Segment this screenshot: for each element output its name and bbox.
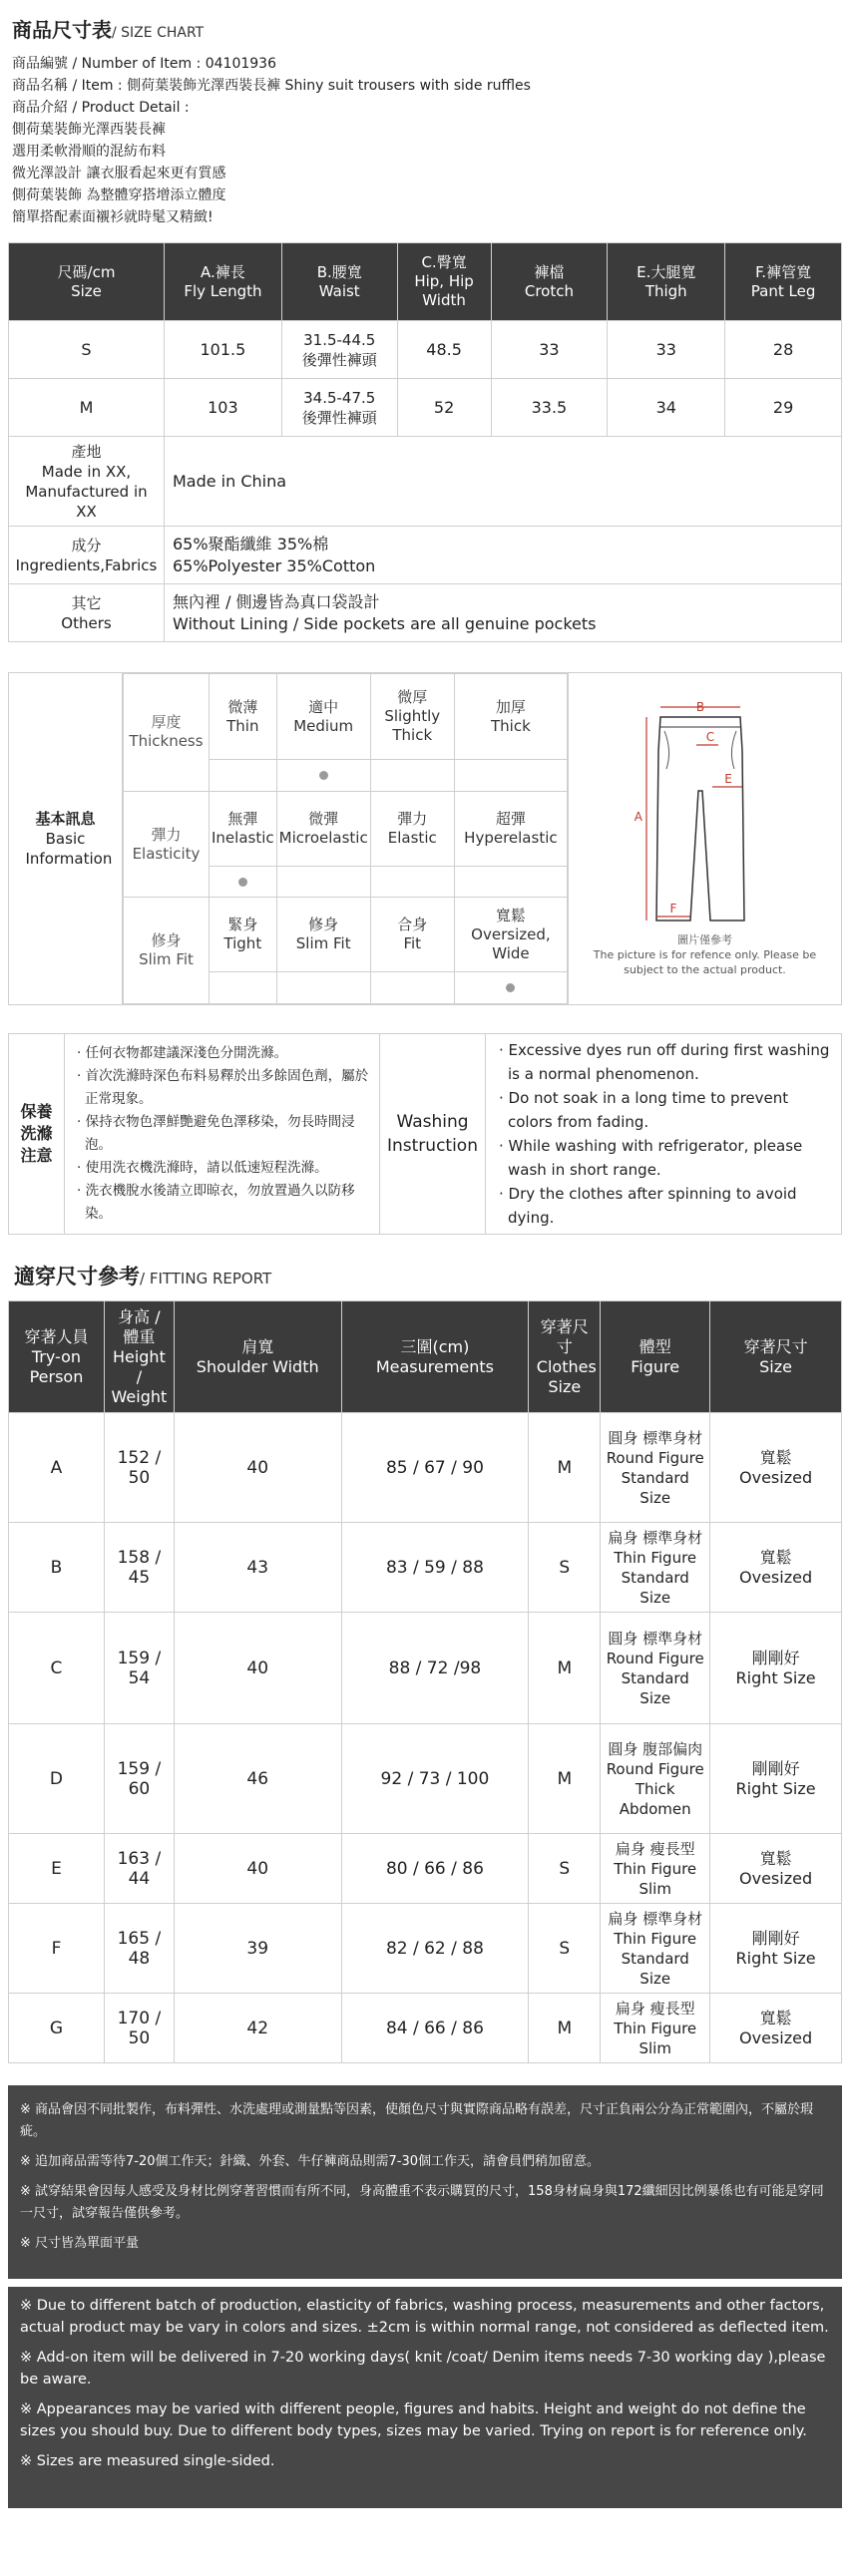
fitting-row-a: A 152 / 50 40 85 / 67 / 90 M 圓身 標準身材 Round Figure Standard Size 寬鬆 Ovesized <box>9 1413 842 1523</box>
header-crotch: 褲檔 Crotch <box>491 243 608 321</box>
product-detail-label: 商品介紹 / Product Detail : <box>12 100 190 116</box>
thigh-cell: 34 <box>608 379 725 437</box>
note-item: ※ Sizes are measured single-sided. <box>20 2453 275 2469</box>
fitting-header <box>9 1301 842 1413</box>
label-e: E <box>723 772 732 786</box>
elasticity-label: 彈力 Elasticity <box>124 791 210 898</box>
thickness-option: 適中 Medium <box>276 674 370 760</box>
trouser-outline <box>656 717 744 920</box>
size-row-m <box>9 379 842 437</box>
item-number: 商品編號 / Number of Item : 04101936 <box>12 56 276 72</box>
size-cell: M <box>9 379 165 437</box>
fitting-row-g: G 170 / 50 42 84 / 66 / 86 M 扁身 瘦長型 Thin Figure Slim 寬鬆 Ovesized <box>9 1994 842 2063</box>
washing-item-cn: · 洗衣機脫水後請立即晾衣，勿放置過久以防移染。 <box>77 1183 355 1222</box>
elasticity-options <box>124 791 568 866</box>
basic-info-label: 基本訊息 Basic Information <box>9 673 123 1004</box>
thigh-cell: 33 <box>608 321 725 379</box>
washing-item-cn: · 保持衣物色澤鮮艷避免色澤移染，勿長時間浸泡。 <box>77 1114 355 1153</box>
product-detail-line: 選用柔軟滑順的混紡布料 <box>12 144 166 160</box>
product-detail-line: 側荷葉裝飾 為整體穿搭增添立體度 <box>12 187 226 203</box>
crotch-cell: 33.5 <box>491 379 608 437</box>
label-f: F <box>669 902 676 916</box>
header-waist: B.腰寬 Waist <box>281 243 397 321</box>
size-chart-title-en: / SIZE CHART <box>112 25 205 41</box>
slim-fit-options <box>124 898 568 972</box>
thickness-options <box>124 674 568 760</box>
fitting-row-c: C 159 / 54 40 88 / 72 /98 M 圓身 標準身材 Round Figure Standard Size 剛剛好 Right Size <box>9 1613 842 1724</box>
ingredients-label: 成分 Ingredients,Fabrics <box>9 527 165 584</box>
origin-row <box>9 437 842 527</box>
washing-item-cn: · 首次洗滌時深色布料易釋於出多餘固色劑，屬於正常現象。 <box>77 1068 369 1107</box>
label-b: B <box>695 700 704 714</box>
product-info <box>0 49 851 228</box>
washing-item-cn: · 任何衣物都建議深淺色分開洗滌。 <box>77 1045 288 1061</box>
others-label: 其它 Others <box>9 584 165 642</box>
thickness-option: 加厚 Thick <box>454 674 567 760</box>
elasticity-option: 超彈 Hyperelastic <box>454 791 567 866</box>
note-item: ※ Add-on item will be delivered in 7-20 working days( knit /coat/ Denim items needs 7-30 working day ),please be aware. <box>20 2350 826 2388</box>
size-table <box>8 242 842 642</box>
waist-cell: 34.5-47.5 後彈性褲頭 <box>281 379 397 437</box>
slim-fit-label: 修身 Slim Fit <box>124 898 210 1004</box>
header-fly-length: A.褲長 Fly Length <box>164 243 281 321</box>
note-item: ※ 追加商品需等待7-20個工作天；針織、外套、牛仔褲商品則需7-30個工作天，請會員們稍加留意。 <box>20 2154 601 2169</box>
washing-title-en: Washing Instruction <box>380 1034 486 1235</box>
fitting-row-f: F 165 / 48 39 82 / 62 / 88 S 扁身 標準身材 Thin Figure Standard Size 剛剛好 Right Size <box>9 1904 842 1994</box>
size-chart-title <box>0 0 851 49</box>
trouser-diagram-icon <box>621 691 790 930</box>
washing-item-en: · Dry the clothes after spinning to avoid dying. <box>499 1185 797 1227</box>
item-name: 商品名稱 / Item : 側荷葉裝飾光澤西裝長褲 Shiny suit trousers with side ruffles <box>12 78 531 94</box>
selected-dot <box>238 878 247 887</box>
note-item: ※ Appearances may be varied with different people, figures and habits. Height and weight do not define the sizes you should buy. Due to different body types, sizes may be varied. Trying on report is for reference only. <box>20 2401 807 2439</box>
elasticity-option: 微彈 Microelastic <box>276 791 370 866</box>
notes-cn <box>8 2085 842 2279</box>
slim-fit-option: 寬鬆 Oversized, Wide <box>454 898 567 972</box>
fly-length-cell: 101.5 <box>164 321 281 379</box>
header-try-on-person: 穿著人員 Try-on Person <box>9 1301 105 1413</box>
washing-list-cn <box>65 1034 380 1235</box>
size-chart-title-cn: 商品尺寸表 <box>12 18 112 42</box>
pant-leg-cell: 29 <box>725 379 842 437</box>
product-detail-line: 側荷葉裝飾光澤西裝長褲 <box>12 122 166 138</box>
size-row-s <box>9 321 842 379</box>
washing-label-cn: 保養洗滌注意 <box>9 1034 65 1235</box>
header-size: 穿著尺寸 Size <box>710 1301 842 1413</box>
note-item: ※ 尺寸皆為單面平量 <box>20 2236 140 2251</box>
washing-list-en <box>486 1034 842 1235</box>
basic-information <box>8 672 842 1005</box>
hip-cell: 52 <box>397 379 491 437</box>
trouser-diagram <box>568 673 841 1004</box>
origin-value: Made in China <box>164 437 841 527</box>
washing-item-en: · Excessive dyes run off during first washing is a normal phenomenon. <box>499 1041 830 1083</box>
header-height-weight: 身高 / 體重 Height / Weight <box>104 1301 174 1413</box>
slim-fit-option: 緊身 Tight <box>210 898 277 972</box>
fitting-row-e: E 163 / 44 40 80 / 66 / 86 S 扁身 瘦長型 Thin Figure Slim 寬鬆 Ovesized <box>9 1834 842 1904</box>
origin-label: 產地 Made in XX, Manufactured in XX <box>9 437 165 527</box>
header-thigh: E.大腿寬 Thigh <box>608 243 725 321</box>
fitting-row-b: B 158 / 45 43 83 / 59 / 88 S 扁身 標準身材 Thin Figure Standard Size 寬鬆 Ovesized <box>9 1523 842 1613</box>
selected-dot <box>319 771 328 780</box>
elasticity-option: 彈力 Elastic <box>370 791 454 866</box>
others-value: 無內裡 / 側邊皆為真口袋設計 Without Lining / Side pockets are all genuine pockets <box>164 584 841 642</box>
product-detail-line: 微光澤設計 讓衣服看起來更有質感 <box>12 166 226 182</box>
washing-item-en: · Do not soak in a long time to prevent colors from fading. <box>499 1089 789 1131</box>
attribute-grid <box>123 673 568 1004</box>
pant-leg-cell: 28 <box>725 321 842 379</box>
fitting-table <box>8 1300 842 2063</box>
washing-instruction <box>8 1033 842 1235</box>
header-measurements: 三圍(cm) Measurements <box>341 1301 529 1413</box>
label-a: A <box>634 810 642 824</box>
notes-en <box>8 2287 842 2508</box>
crotch-cell: 33 <box>491 321 608 379</box>
header-clothes-size: 穿著尺寸 Clothes Size <box>529 1301 601 1413</box>
washing-item-cn: · 使用洗衣機洗滌時，請以低速短程洗滌。 <box>77 1160 328 1176</box>
note-item: ※ Due to different batch of production, elasticity of fabrics, washing process, measurements and other factors, actual product may be vary in colors and sizes. ±2cm is within normal range, not considered as deflected item. <box>20 2298 829 2336</box>
slim-fit-option: 合身 Fit <box>370 898 454 972</box>
size-table-header <box>9 243 842 321</box>
product-detail-line: 簡單搭配素面襯衫就時髦又精緻! <box>12 209 213 225</box>
others-row <box>9 584 842 642</box>
header-hip: C.臀寬 Hip, Hip Width <box>397 243 491 321</box>
selected-dot <box>506 983 515 992</box>
label-c: C <box>705 730 714 744</box>
waist-cell: 31.5-44.5 後彈性褲頭 <box>281 321 397 379</box>
elasticity-option: 無彈 Inelastic <box>210 791 277 866</box>
size-cell: S <box>9 321 165 379</box>
header-pant-leg: F.褲管寬 Pant Leg <box>725 243 842 321</box>
header-size: 尺碼/cm Size <box>9 243 165 321</box>
note-item: ※ 試穿結果會因每人感受及身材比例穿著習慣而有所不同，身高體重不表示購買的尺寸，158身材扁身與172纖細因比例暴係也有可能是穿同一尺寸，試穿報告僅供參考。 <box>20 2184 824 2221</box>
thickness-label: 厚度 Thickness <box>124 674 210 792</box>
hip-cell: 48.5 <box>397 321 491 379</box>
thickness-option: 微厚 Slightly Thick <box>370 674 454 760</box>
note-item: ※ 商品會因不同批製作，布料彈性、水洗處理或測量點等因素，使顏色尺寸與實際商品略有誤差，尺寸正負兩公分為正常範圍內，不屬於瑕疵。 <box>20 2102 814 2139</box>
fitting-report-title: 適穿尺寸參考/ FITTING REPORT <box>14 1265 272 1288</box>
ingredients-value: 65%聚酯纖維 35%棉 65%Polyester 35%Cotton <box>164 527 841 584</box>
diagram-note: 圖片僅參考 The picture is for refence only. Please be subject to the actual product. <box>593 933 817 976</box>
header-figure: 體型 Figure <box>601 1301 710 1413</box>
fly-length-cell: 103 <box>164 379 281 437</box>
ingredients-row <box>9 527 842 584</box>
washing-item-en: · While washing with refrigerator, please wash in short range. <box>499 1137 803 1179</box>
header-shoulder-width: 肩寬 Shoulder Width <box>174 1301 341 1413</box>
fitting-row-d: D 159 / 60 46 92 / 73 / 100 M 圓身 腹部偏肉 Round Figure Thick Abdomen 剛剛好 Right Size <box>9 1724 842 1834</box>
thickness-option: 微薄 Thin <box>210 674 277 760</box>
slim-fit-option: 修身 Slim Fit <box>276 898 370 972</box>
